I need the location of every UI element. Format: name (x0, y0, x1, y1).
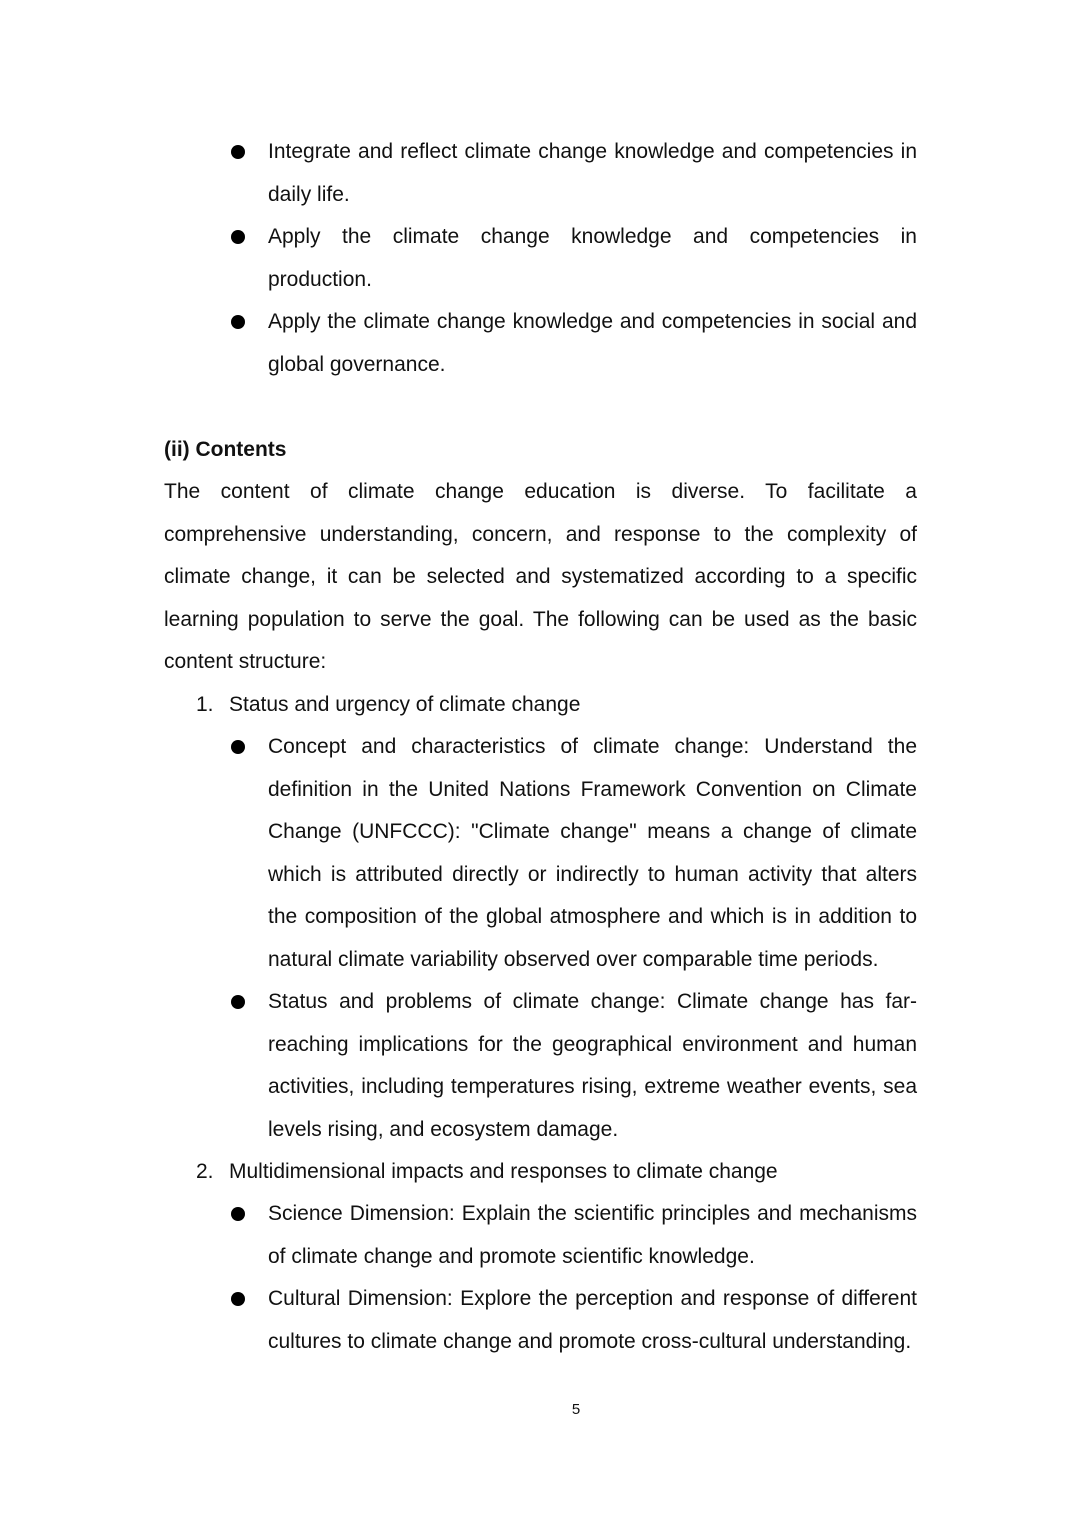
bullet-dot-icon (231, 740, 245, 754)
bullet-item (231, 131, 917, 216)
numbered-item (196, 1151, 917, 1194)
bullet-item (231, 1193, 917, 1278)
bullet-dot-icon (231, 315, 245, 329)
bullet-text: Apply the climate change knowledge and competencies in social and global governance. (268, 310, 917, 376)
item-number: 2. (196, 1160, 214, 1183)
bullet-text: Status and problems of climate change: Climate change has far-reaching implications for the geographical environment and human activities, including temperatures rising, extreme weather events, sea levels rising, and ecosystem damage. (268, 990, 917, 1141)
bullet-text: Cultural Dimension: Explore the perception and response of different cultures to climate change and promote cross-cultural understanding. (268, 1287, 917, 1353)
section-heading: (ii) Contents (164, 438, 287, 461)
bullet-item (231, 301, 917, 386)
bullet-dot-icon (231, 995, 245, 1009)
bullet-dot-icon (231, 1292, 245, 1306)
bullet-dot-icon (231, 1207, 245, 1221)
section-paragraph: The content of climate change education is diverse. To facilitate a comprehensive understanding, concern, and response to the complexity of climate change, it can be selected and systematized according to a specific learning population to serve the goal. The following can be used as the basic content structure: (164, 480, 917, 673)
bullet-item (231, 1278, 917, 1363)
numbered-item (196, 684, 917, 727)
page-number: 5 (571, 1401, 581, 1418)
item-number: 1. (196, 693, 214, 716)
bullet-text: Concept and characteristics of climate change: Understand the definition in the United Nations Framework Convention on Climate Change (UNFCCC): "Climate change" means a change of climate which is attributed directly or indirectly to human activity that alters the composition of the global atmosphere and which is in addition to natural climate variability observed over comparable time periods. (268, 735, 917, 971)
bullet-dot-icon (231, 230, 245, 244)
bullet-dot-icon (231, 145, 245, 159)
item-title: Status and urgency of climate change (229, 693, 581, 716)
item-title: Multidimensional impacts and responses to climate change (229, 1160, 778, 1183)
bullet-item (231, 216, 917, 301)
bullet-item (231, 981, 917, 1151)
bullet-text: Integrate and reflect climate change knowledge and competencies in daily life. (268, 140, 917, 206)
bullet-item (231, 726, 917, 981)
bullet-text: Apply the climate change knowledge and competencies in production. (268, 225, 917, 291)
bullet-text: Science Dimension: Explain the scientific principles and mechanisms of climate change and promote scientific knowledge. (268, 1202, 917, 1268)
